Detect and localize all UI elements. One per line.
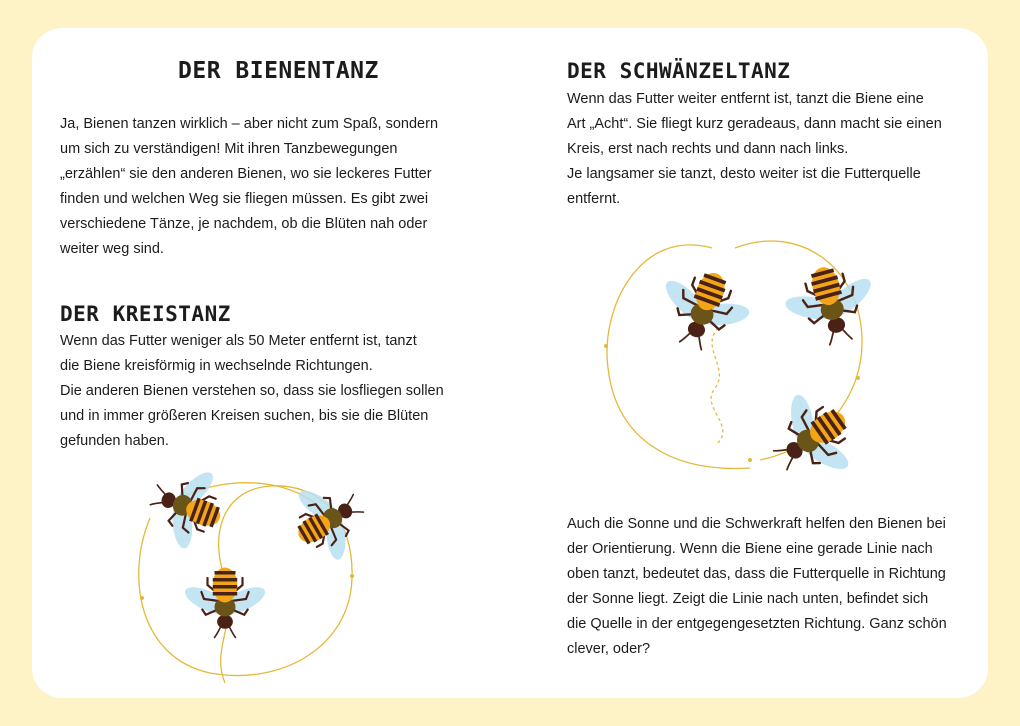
round-dance-illustration	[120, 458, 380, 688]
text-line: Kreis, erst nach rechts und dann nach links.	[567, 141, 849, 157]
text-line: die Quelle in der entgegengesetzten Richtung. Ganz schön	[567, 616, 947, 632]
round-dance-heading: DER KREISTANZ	[60, 302, 231, 326]
text-line: weiter weg sind.	[60, 241, 164, 257]
waggle-path	[711, 328, 723, 443]
text-line: die Biene kreisförmig in wechselnde Richtungen.	[60, 358, 373, 374]
bee-icon	[181, 568, 269, 638]
text-line: Wenn das Futter weniger als 50 Meter entfernt ist, tanzt	[60, 333, 417, 349]
text-line: Art „Acht“. Sie fliegt kurz geradeaus, dann macht sie einen	[567, 116, 942, 132]
text-line: entfernt.	[567, 191, 621, 207]
bee-icon	[139, 454, 235, 560]
text-line: verschiedene Tänze, je nachdem, ob die Blüten nah oder	[60, 216, 428, 232]
text-line: finden und welchen Weg sie fliegen müssen. Es gibt zwei	[60, 191, 429, 207]
page-title: DER BIENENTANZ	[178, 58, 379, 84]
text-line: und in immer größeren Kreisen suchen, bis sie die Blüten	[60, 408, 429, 424]
text-line: Je langsamer sie tanzt, desto weiter ist die Futterquelle	[567, 166, 921, 182]
bee-icon	[775, 255, 888, 354]
waggle-dance-paragraph	[567, 87, 942, 212]
text-line: gefunden haben.	[60, 433, 169, 449]
round-dance-paragraph	[60, 329, 444, 454]
text-line: clever, oder?	[567, 641, 651, 657]
text-line: Ja, Bienen tanzen wirklich – aber nicht zum Spaß, sondern	[60, 116, 439, 132]
bee-icon	[645, 257, 762, 362]
text-line: Wenn das Futter weiter entfernt ist, tanzt die Biene eine	[567, 91, 924, 107]
intro-paragraph	[60, 112, 438, 262]
orientation-paragraph	[567, 512, 947, 662]
text-line: „erzählen“ sie den anderen Bienen, wo sie leckeres Futter	[60, 166, 432, 182]
text-line: oben tanzt, bedeutet das, dass die Futterquelle in Richtung	[567, 566, 946, 582]
bee-icon	[278, 466, 379, 574]
bee-icon	[753, 377, 871, 500]
text-line: der Orientierung. Wenn die Biene eine gerade Linie nach	[567, 541, 933, 557]
text-line: um sich zu verständigen! Mit ihren Tanzbewegungen	[60, 141, 398, 157]
text-line: der Sonne liegt. Zeigt die Linie nach unten, befindet sich	[567, 591, 929, 607]
text-line: Die anderen Bienen verstehen so, dass sie losfliegen sollen	[60, 383, 444, 399]
dance-path	[607, 245, 750, 469]
waggle-dance-illustration	[600, 228, 920, 498]
waggle-dance-heading: DER SCHWÄNZELTANZ	[567, 59, 791, 83]
text-line: Auch die Sonne und die Schwerkraft helfen den Bienen bei	[567, 516, 946, 532]
